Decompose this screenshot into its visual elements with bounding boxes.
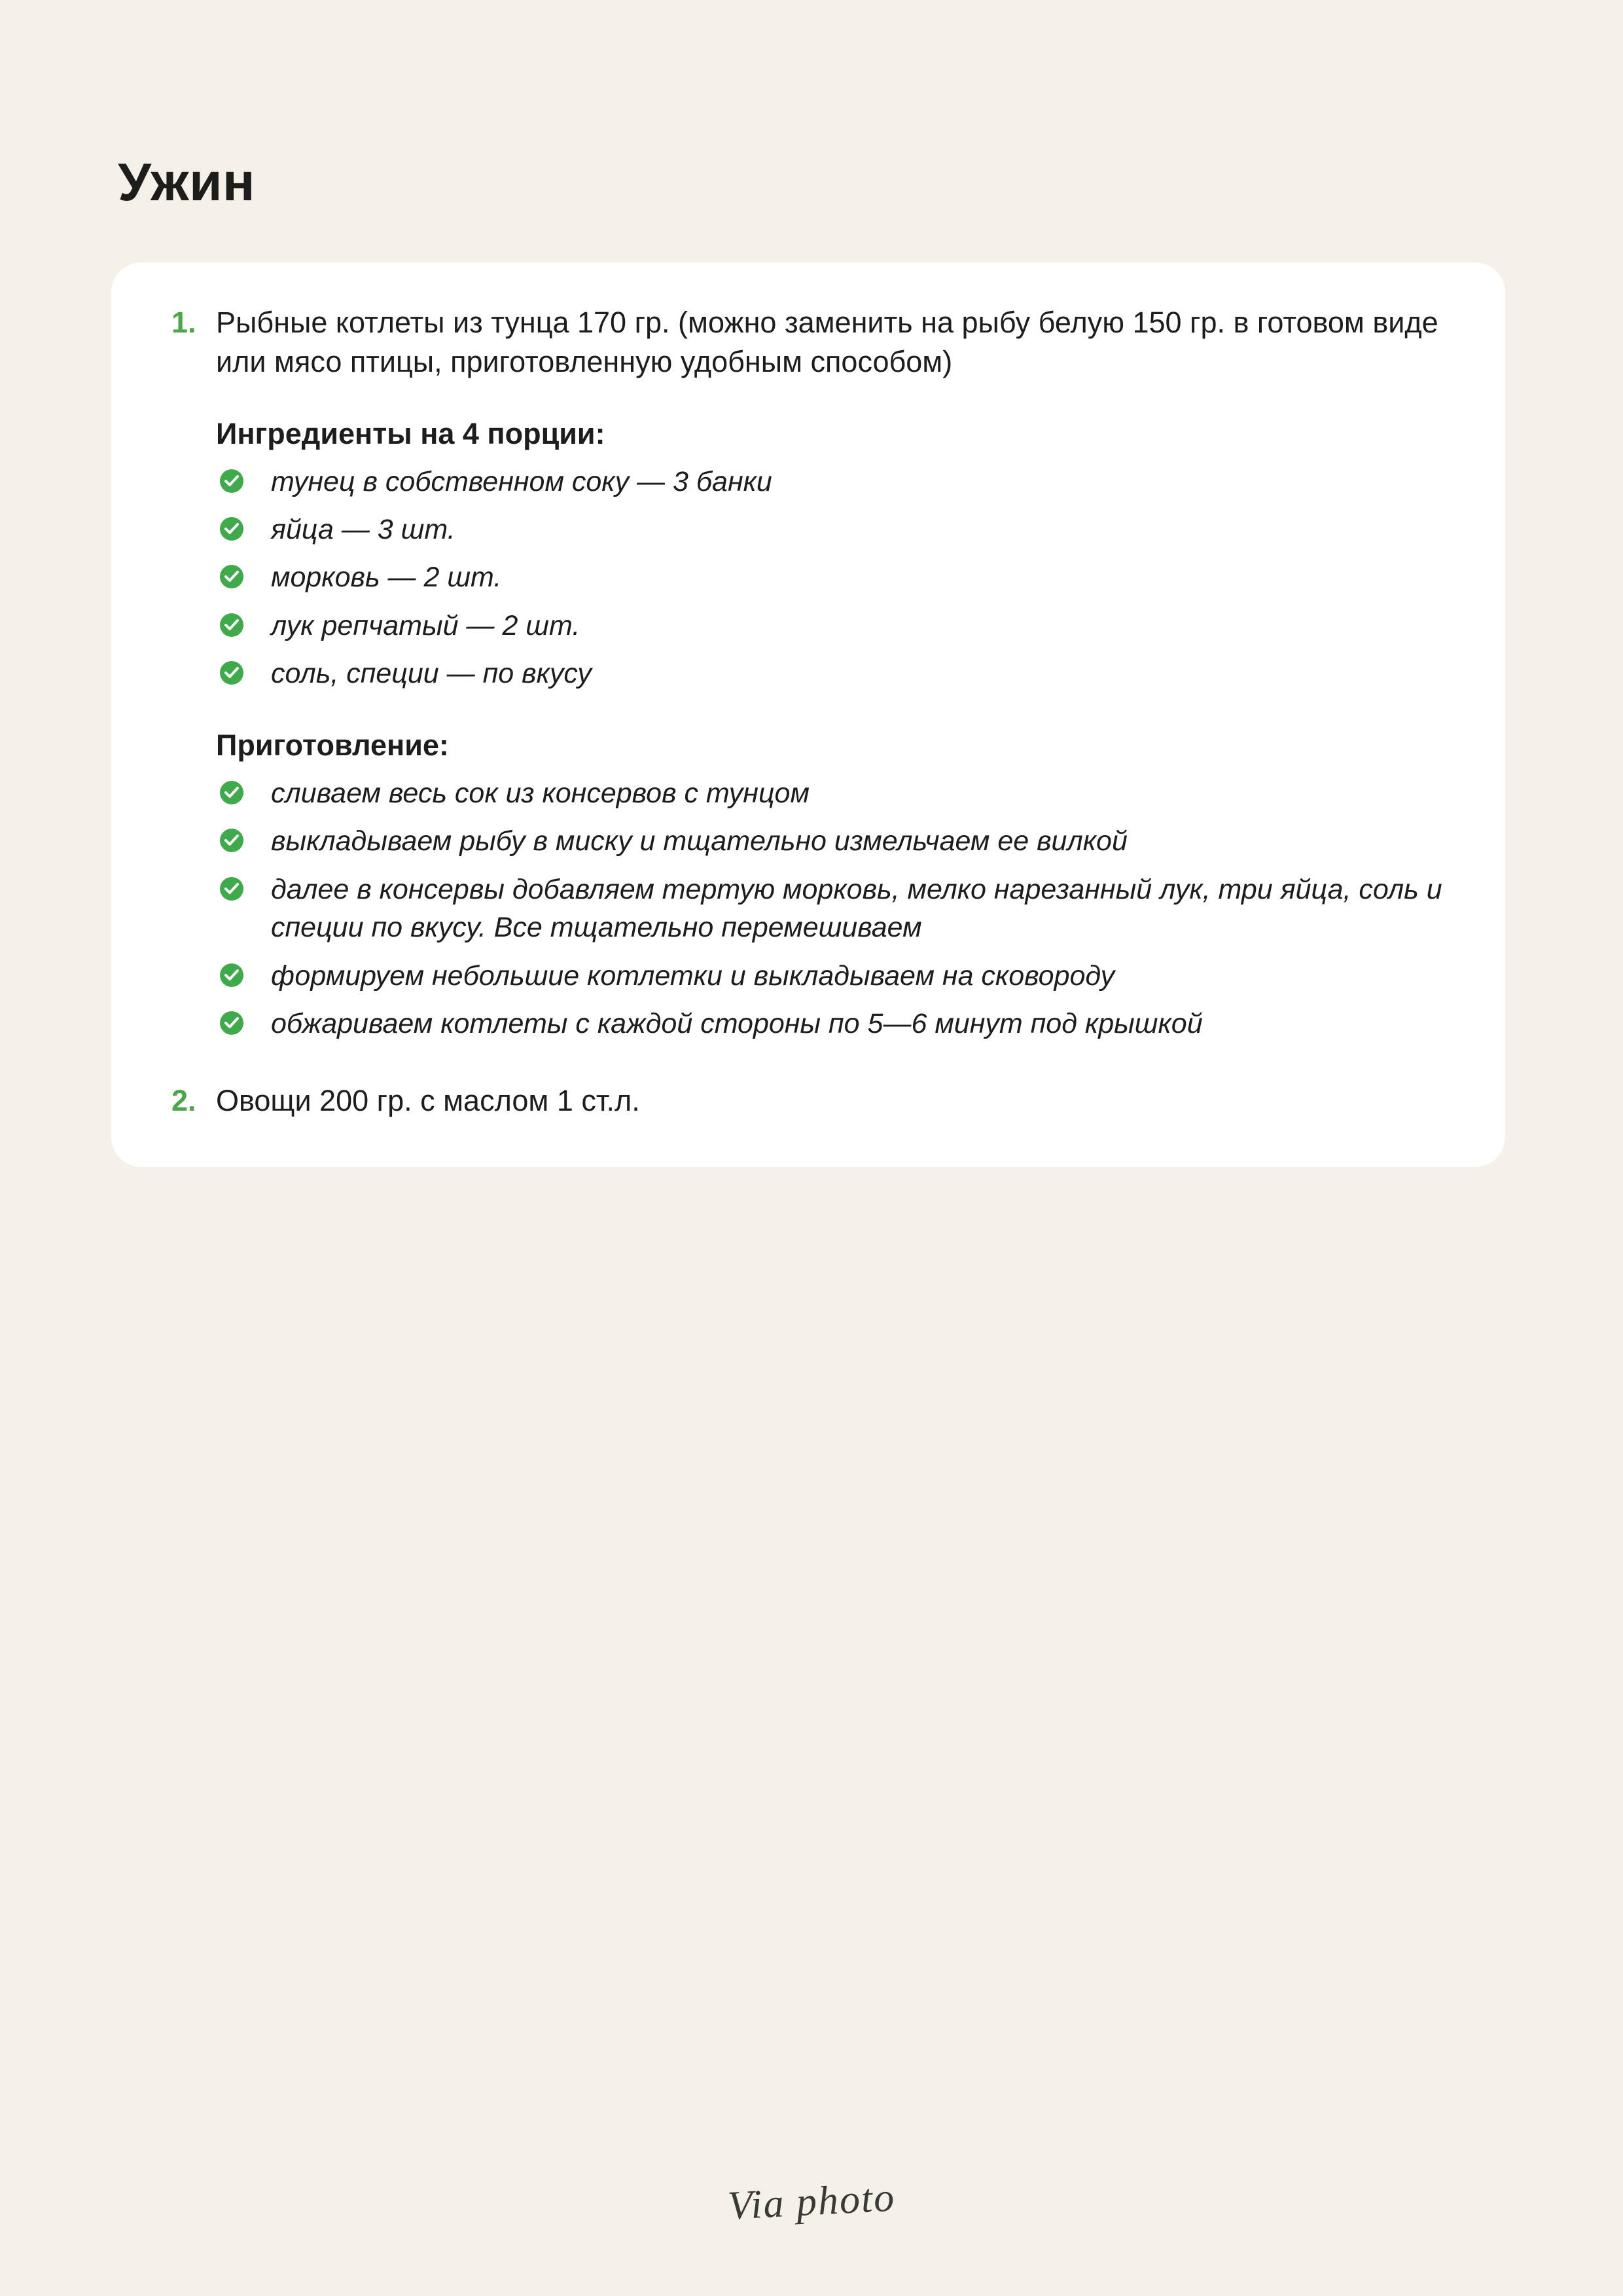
- check-circle-icon: [220, 877, 243, 901]
- step-label: обжариваем котлеты с каждой стороны по 5—6 минут под крышкой: [271, 1008, 1203, 1040]
- ingredient-label: лук репчатый — 2 шт.: [271, 609, 580, 641]
- ingredient-label: яйца — 3 шт.: [271, 514, 455, 545]
- list-item: [216, 655, 1446, 692]
- recipe-list: [151, 303, 1446, 1120]
- ingredients-heading: Ингредиенты на 4 порции:: [216, 416, 605, 450]
- check-circle-icon: [220, 613, 243, 637]
- recipe-1-title: Рыбные котлеты из тунца 170 гр. (можно заменить на рыбу белую 150 гр. в готовом виде или мясо птицы, приготовленную удобным способом): [216, 306, 1438, 378]
- check-circle-icon: [220, 829, 243, 852]
- ingredient-label: морковь — 2 шт.: [271, 562, 502, 594]
- list-item: [216, 607, 1446, 645]
- ingredients-list: [216, 463, 1446, 693]
- watermark: Via photo: [726, 2175, 897, 2229]
- list-item: [216, 558, 1446, 596]
- list-item-2: [151, 1081, 1446, 1121]
- page-title: Ужин: [118, 152, 256, 212]
- steps-list: [216, 774, 1446, 1043]
- check-circle-icon: [220, 517, 243, 541]
- check-circle-icon: [220, 565, 243, 588]
- step-label: выкладываем рыбу в миску и тщательно измельчаем ее вилкой: [271, 825, 1128, 857]
- check-circle-icon: [220, 1011, 243, 1035]
- step-label: формируем небольшие котлетки и выкладываем на сковороду: [271, 960, 1115, 992]
- recipe-2-title: Овощи 200 гр. с маслом 1 ст.л.: [216, 1083, 640, 1117]
- recipe-card: [111, 262, 1505, 1167]
- step-label: сливаем весь сок из консервов с тунцом: [271, 777, 810, 809]
- check-circle-icon: [220, 469, 243, 493]
- step-label: далее в консервы добавляем тертую морковь, мелко нарезанный лук, три яйца, соль и специи по вкусу. Все тщательно перемешиваем: [271, 873, 1442, 944]
- list-item: [216, 870, 1446, 947]
- ingredient-label: тунец в собственном соку — 3 банки: [271, 465, 772, 497]
- ingredient-label: соль, специи — по вкусу: [271, 658, 592, 690]
- list-item: [216, 822, 1446, 860]
- list-item-1: [151, 303, 1446, 1043]
- list-item: [216, 1005, 1446, 1043]
- list-item: [216, 511, 1446, 548]
- list-item: [216, 463, 1446, 501]
- list-item: [216, 774, 1446, 812]
- list-item: [216, 957, 1446, 995]
- check-circle-icon: [220, 963, 243, 987]
- check-circle-icon: [220, 781, 243, 804]
- steps-heading: Приготовление:: [216, 728, 449, 762]
- check-circle-icon: [220, 661, 243, 685]
